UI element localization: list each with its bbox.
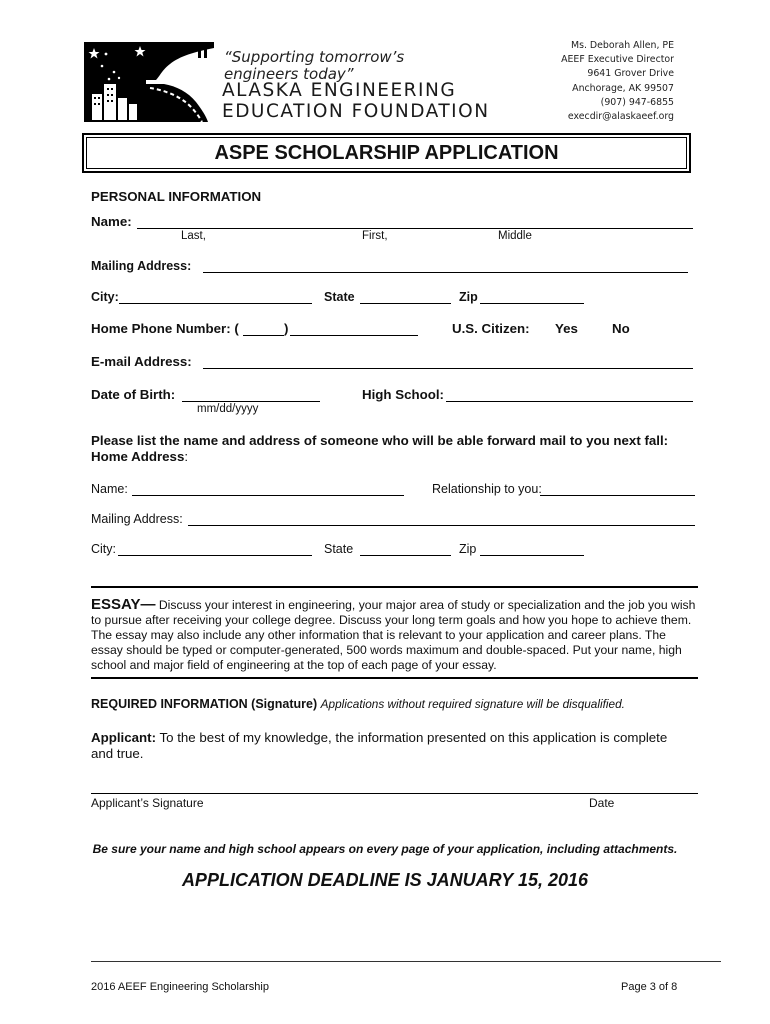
footer-rule (91, 961, 721, 962)
tagline-line-1: “Supporting tomorrow’s (224, 48, 405, 66)
name-line[interactable] (137, 228, 693, 229)
relationship-label: Relationship to you: (432, 482, 542, 496)
date-label: Date (589, 796, 615, 810)
name-last-hint: Last, (181, 230, 206, 242)
phone-area-line[interactable] (243, 335, 284, 336)
citizen-yes-option[interactable]: Yes (555, 321, 578, 336)
foundation-tagline (224, 49, 404, 83)
zip-label: Zip (459, 290, 478, 304)
mailing-address-line[interactable] (203, 272, 688, 273)
essay-heading: ESSAY— (91, 596, 156, 613)
mailing-address-label: Mailing Address: (91, 259, 192, 273)
name-label: Name: (91, 214, 132, 229)
forward-zip-label: Zip (459, 542, 477, 556)
relationship-line[interactable] (540, 495, 695, 496)
high-school-label: High School: (362, 387, 444, 402)
essay-text-rest: to pursue after receiving your college degree. Discuss your long term goals and how you hope to achieve them. The essay may also include any other information that is relevant to your application and career plans. The essay should be typed or computer-generated, 500 words maximum and double-spaced. Put your name, high school and major field of engineering at the top of each page of your essay. (91, 613, 692, 672)
contact-title: AEEF Executive Director (561, 54, 674, 66)
home-address-colon: : (184, 449, 189, 464)
forward-zip-line[interactable] (480, 555, 584, 556)
org-name-line-1: ALASKA ENGINEERING (222, 80, 457, 101)
dob-format-hint: mm/dd/yyyy (197, 403, 259, 415)
required-info-note: Applications without required signature will be disqualified. (320, 697, 625, 711)
city-line[interactable] (119, 303, 312, 304)
forward-state-line[interactable] (360, 555, 451, 556)
email-line[interactable] (203, 368, 693, 369)
page-title: ASPE SCHOLARSHIP APPLICATION (86, 137, 687, 169)
essay-bottom-rule (91, 677, 698, 679)
reminder-note: Be sure your name and high school appears on every page of your application, including attachments. (92, 842, 678, 856)
forward-mailing-label: Mailing Address: (91, 512, 183, 526)
contact-email[interactable]: execdir@alaskaeef.org (567, 111, 674, 123)
home-address-heading (91, 449, 188, 464)
city-label: City: (91, 290, 119, 304)
forward-mail-heading: Please list the name and address of someone who will be able forward mail to you next fall: (91, 433, 669, 448)
phone-number-line[interactable] (290, 335, 418, 336)
dob-label: Date of Birth: (91, 387, 176, 402)
forward-city-line[interactable] (118, 555, 312, 556)
contact-city: Anchorage, AK 99507 (572, 82, 674, 94)
footer-left: 2016 AEEF Engineering Scholarship (91, 981, 269, 993)
signature-label: Applicant’s Signature (91, 796, 204, 810)
essay-top-rule (91, 586, 698, 588)
signature-line[interactable] (91, 793, 698, 794)
personal-info-heading: PERSONAL INFORMATION (91, 189, 262, 204)
name-middle-hint: Middle (498, 230, 532, 242)
forward-city-label: City: (91, 542, 116, 556)
home-phone-label: Home Phone Number: ( (91, 321, 239, 336)
contact-block (561, 39, 674, 124)
deadline-notice: APPLICATION DEADLINE IS JANUARY 15, 2016 (181, 870, 589, 890)
home-address-text: Home Address (91, 449, 185, 464)
contact-street: 9641 Grover Drive (587, 68, 674, 80)
required-info-row (91, 697, 625, 711)
forward-mailing-line[interactable] (188, 525, 695, 526)
forward-name-line[interactable] (132, 495, 404, 496)
email-label: E-mail Address: (91, 354, 192, 369)
applicant-text-2: and true. (91, 746, 144, 761)
high-school-line[interactable] (446, 401, 693, 402)
us-citizen-label: U.S. Citizen: (452, 321, 530, 336)
state-label: State (324, 290, 355, 304)
state-line[interactable] (360, 303, 451, 304)
required-info-heading: REQUIRED INFORMATION (Signature) (91, 697, 318, 711)
essay-instructions (91, 597, 701, 673)
footer-page-number: Page 3 of 8 (621, 981, 678, 993)
name-first-hint: First, (362, 230, 388, 242)
title-box (82, 133, 691, 173)
zip-line[interactable] (480, 303, 584, 304)
citizen-no-option[interactable]: No (612, 321, 630, 336)
forward-state-label: State (324, 542, 354, 556)
forward-name-label: Name: (91, 482, 128, 496)
phone-close-paren: ) (284, 321, 289, 336)
contact-phone: (907) 947-6855 (600, 96, 674, 108)
contact-name: Ms. Deborah Allen, PE (571, 40, 674, 51)
aeef-logo-icon (84, 42, 214, 122)
dob-line[interactable] (182, 401, 320, 402)
applicant-label: Applicant: (91, 730, 157, 745)
applicant-statement (91, 730, 667, 745)
applicant-text: To the best of my knowledge, the information presented on this application is complete (159, 730, 668, 745)
essay-text-first: Discuss your interest in engineering, your major area of study or specialization and the job you wish (155, 598, 696, 612)
org-name-line-2: EDUCATION FOUNDATION (222, 101, 490, 122)
tagline-line-2: engineers today” (224, 65, 354, 83)
